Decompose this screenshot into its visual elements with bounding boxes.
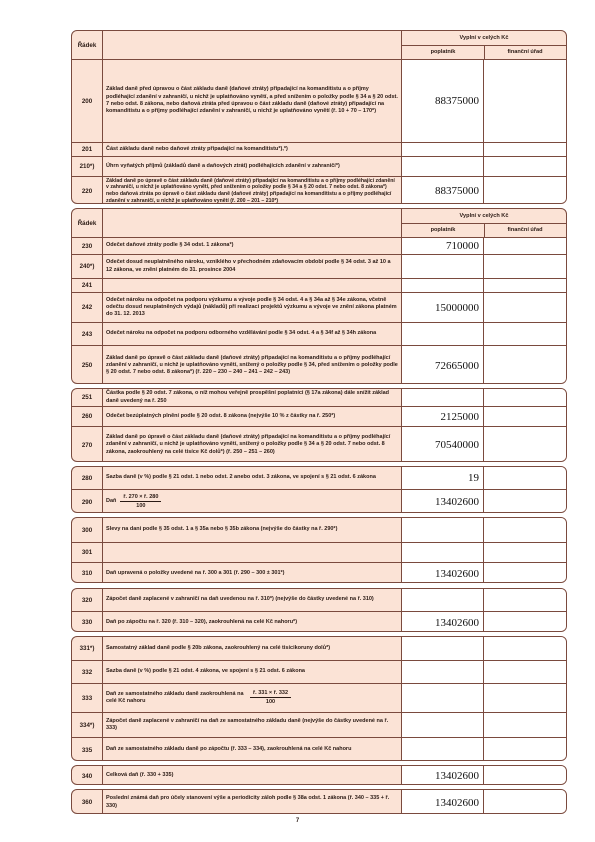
office-250[interactable] — [484, 346, 566, 384]
row-250: 250 Základ daně po úpravě o část základu daně (daňové ztráty) připadající na komanditistu a o příjmy podléhající zdanění v zahraničí, u nichž je uplatňováno vynětí, snížený o položky podle § 34, před snížením o položky podle § 20 odst. 7 nebo odst. 8 zákona*) (ř. 220 – 230 – 240 – 241 – 242 – 243) 72665000 — [72, 345, 566, 384]
value-230[interactable]: 710000 — [402, 238, 484, 254]
fraction-290: $\frac{ř. 270 \times ř. 280}{100}$ — [120, 494, 161, 511]
col-office: finanční úřad — [507, 49, 543, 55]
value-250[interactable]: 72665000 — [402, 346, 484, 384]
office-300[interactable] — [484, 518, 566, 542]
office-335[interactable] — [484, 738, 566, 761]
office-332[interactable] — [484, 661, 566, 683]
office-301[interactable] — [484, 543, 566, 562]
fraction-333: $\frac{ř. 331 \times ř. 332}{100}$ — [250, 690, 291, 707]
row-300: 300 Slevy na dani podle § 35 odst. 1 a § 35a nebo § 35b zákona (nejvýše do částky na ř. 290*) — [72, 518, 566, 542]
row-332: 332 Sazba daně (v %) podle § 21 odst. 4 zákona, ve spojení s § 21 odst. 6 zákona — [72, 660, 566, 683]
section-340 — [71, 765, 567, 785]
value-333[interactable] — [402, 684, 484, 712]
value-300[interactable] — [402, 518, 484, 542]
office-270[interactable] — [484, 427, 566, 462]
office-251[interactable] — [484, 389, 566, 406]
row-330: 330 Daň po zápočtu na ř. 320 (ř. 310 – 320), zaokrouhlená na celé Kč nahoru*) 13402600 — [72, 611, 566, 632]
section-360 — [71, 789, 567, 814]
row-301: 301 — [72, 542, 566, 562]
office-241[interactable] — [484, 279, 566, 292]
section-320-330 — [71, 588, 567, 632]
radek-header: Řádek — [72, 31, 103, 59]
office-242[interactable] — [484, 293, 566, 322]
row-290: 290 Daň $\frac{ř. 270 \times ř. 280}{100}$ 13402600 — [72, 489, 566, 513]
office-230[interactable] — [484, 238, 566, 254]
office-201[interactable] — [484, 143, 566, 156]
row-310: 310 Daň upravená o položky uvedené na ř. 300 a 301 (ř. 290 – 300 ± 301*) 13402600 — [72, 562, 566, 583]
row-200: 200 Základ daně před úpravou o část základu daně (daňové ztráty) připadající na komanditistu a o příjmy podléhající zdanění v zahraničí, u nichž je uplatňováno vynětí, a před snížením o položky podle § 34 a § 20 odst. 7 nebo odst. 8 zákona, nebo daňová ztráta před úpravou o část základu daně (daňové ztráty) připadající na komanditistu a o příjmy podléhající zdanění v zahraničí, u nichž je uplatňováno vynětí (ř. 10 + 70 – 170*) 88375000 — [72, 59, 566, 142]
amount-title: Vyplní v celých Kč — [402, 209, 566, 224]
office-340[interactable] — [484, 766, 566, 785]
col-taxpayer: poplatník — [402, 223, 485, 237]
value-260[interactable]: 2125000 — [402, 407, 484, 426]
value-310[interactable]: 13402600 — [402, 563, 484, 583]
value-241[interactable] — [402, 279, 484, 292]
row-260: 260 Odečet bezúplatných plnění podle § 20 odst. 8 zákona (nejvýše 10 % z částky na ř. 250*) 2125000 — [72, 406, 566, 426]
value-332[interactable] — [402, 661, 484, 683]
table-header-2 — [72, 209, 566, 237]
row-340: 340 Celková daň (ř. 330 + 335) 13402600 — [72, 766, 566, 785]
radek-header: Řádek — [72, 209, 103, 237]
value-320[interactable] — [402, 589, 484, 611]
table-header — [72, 31, 566, 59]
row-334: 334*) Zápočet daně zaplacené v zahraničí na daň ze samostatného základu daně (nejvýše do částky uvedené na ř. 333) — [72, 712, 566, 737]
office-333[interactable] — [484, 684, 566, 712]
value-334[interactable] — [402, 713, 484, 737]
section-331-335 — [71, 636, 567, 761]
value-340[interactable]: 13402600 — [402, 766, 484, 785]
row-230: 230 Odečet daňové ztráty podle § 34 odst. 1 zákona*) 710000 — [72, 237, 566, 254]
office-360[interactable] — [484, 790, 566, 814]
value-251[interactable] — [402, 389, 484, 406]
value-335[interactable] — [402, 738, 484, 761]
value-270[interactable]: 70540000 — [402, 427, 484, 462]
row-280: 280 Sazba daně (v %) podle § 21 odst. 1 nebo odst. 2 anebo odst. 3 zákona, ve spojení s § 21 odst. 6 zákona 19 — [72, 467, 566, 489]
office-331[interactable] — [484, 637, 566, 660]
value-243[interactable] — [402, 323, 484, 345]
section-300-310 — [71, 517, 567, 583]
section-280-290 — [71, 466, 567, 513]
row-270: 270 Základ daně po úpravě o část základu daně (daňové ztráty) připadající na komanditistu a o příjmy podléhající zdanění v zahraničí, u nichž je uplatňováno vynětí, snížený o položky podle § 34 a § 20 odst. 7 nebo odst. 8 zákona, zaokrouhlený na celé tisíce Kč dolů*) (ř. 250 – 251 – 260) 70540000 — [72, 426, 566, 462]
row-240: 240*) Odečet dosud neuplatněného nároku, vzniklého v přechodném zdaňovacím období podle § 34 odst. 3 až 10 a 12 zákona, ve znění platném do 31. prosince 2004 — [72, 254, 566, 278]
value-220[interactable]: 88375000 — [402, 177, 484, 204]
row-220: 220 Základ daně po úpravě o část základu daně (daňové ztráty) připadající na komanditistu a o příjmy podléhající zdanění v zahraničí, u nichž je uplatňováno vynětí, před snížením o položky podle § 34 a § 20 odst. 7 nebo odst. 8 zákona*) nebo daňová ztráta po úpravě o část základu daně (daňové ztráty) připadající na komanditistu a o příjmy podléhající zdanění v zahraničí, u nichž je uplatňováno vynětí (ř. 200 – 201 – 210*) 88375000 — [72, 176, 566, 204]
value-331[interactable] — [402, 637, 484, 660]
office-330[interactable] — [484, 612, 566, 632]
row-320: 320 Zápočet daně zaplacené v zahraničí na daň uvedenou na ř. 310*) (nejvýše do částky uvedené na ř. 310) — [72, 589, 566, 611]
row-331: 331*) Samostatný základ daně podle § 20b zákona, zaokrouhlený na celé tisícikoruny dolů*) — [72, 637, 566, 660]
value-200[interactable]: 88375000 — [402, 60, 484, 142]
office-320[interactable] — [484, 589, 566, 611]
row-360: 360 Poslední známá daň pro účely stanovení výše a periodicity záloh podle § 38a odst. 1 zákona (ř. 340 – 335 + ř. 330) 13402600 — [72, 790, 566, 814]
office-334[interactable] — [484, 713, 566, 737]
amount-title: Vyplní v celých Kč — [402, 31, 566, 46]
col-office: finanční úřad — [507, 227, 543, 233]
office-210[interactable] — [484, 157, 566, 176]
office-310[interactable] — [484, 563, 566, 583]
value-242[interactable]: 15000000 — [402, 293, 484, 322]
section-251-270 — [71, 388, 567, 462]
value-201[interactable] — [402, 143, 484, 156]
row-241: 241 — [72, 278, 566, 292]
office-280[interactable] — [484, 467, 566, 489]
col-taxpayer: poplatník — [402, 45, 485, 59]
value-360[interactable]: 13402600 — [402, 790, 484, 814]
office-243[interactable] — [484, 323, 566, 345]
page-number: 7 — [295, 818, 300, 824]
row-333: 333 Daň ze samostatného základu daně zaokrouhlená na celé Kč nahoru $\frac{ř. 331 \times ř. 332}{100}$ — [72, 683, 566, 712]
value-290[interactable]: 13402600 — [402, 490, 484, 513]
row-251: 251 Částka podle § 20 odst. 7 zákona, o níž mohou veřejně prospěšní poplatníci (§ 17a zákona) dále snížit základ daně uvedený na ř. 250 — [72, 389, 566, 406]
section-200-220 — [71, 30, 567, 204]
row-201: 201 Část základu daně nebo daňové ztráty připadající na komanditistu*),*) — [72, 142, 566, 156]
value-240[interactable] — [402, 255, 484, 278]
row-210: 210*) Úhrn vyňatých příjmů (základů daně a daňových ztrát) podléhajících zdanění v zahraničí*) — [72, 156, 566, 176]
office-200[interactable] — [484, 60, 566, 142]
value-301[interactable] — [402, 543, 484, 562]
row-242: 242 Odečet nároku na odpočet na podporu výzkumu a vývoje podle § 34 odst. 4 a § 34a až § 34e zákona, včetně odečtu dosud neuplatněných výdajů (nákladů) při realizaci projektů výzkumu a vývoje ve znění zákona platném do 31. 12. 2013 15000000 — [72, 292, 566, 322]
office-240[interactable] — [484, 255, 566, 278]
office-220[interactable] — [484, 177, 566, 204]
row-243: 243 Odečet nároku na odpočet na podporu odborného vzdělávání podle § 34 odst. 4 a § 34f až § 34h zákona — [72, 322, 566, 345]
row-335: 335 Daň ze samostatného základu daně po zápočtu (ř. 333 – 334), zaokrouhlená na celé Kč nahoru — [72, 737, 566, 761]
section-230-250 — [71, 208, 567, 384]
value-280[interactable]: 19 — [402, 467, 484, 489]
office-290[interactable] — [484, 490, 566, 513]
value-210[interactable] — [402, 157, 484, 176]
office-260[interactable] — [484, 407, 566, 426]
value-330[interactable]: 13402600 — [402, 612, 484, 632]
